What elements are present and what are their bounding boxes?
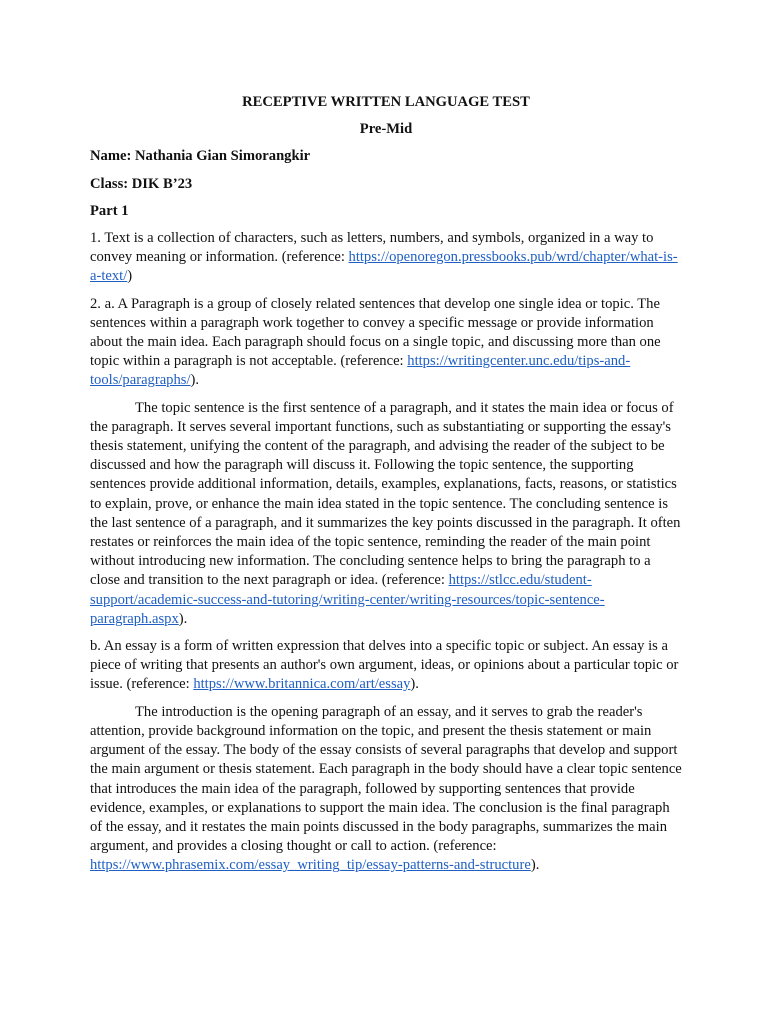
answer-2a-text: 2. a. A Paragraph is a group of closely related sentences that develop one single idea or topic. The sentences within a paragraph work together to convey a specific message or provide information about the main idea. Each paragraph should focus on a single topic, and discussing more than one topic within a paragraph is not acceptable. (reference:: [90, 295, 661, 370]
paragraph-structure-explanation: [90, 399, 682, 629]
paragraph-structure-text: The topic sentence is the first sentence of a paragraph, and it states the main idea or focus of the paragraph. It serves several important functions, such as substantiating or supporting the essay's thesis statement, unifying the content of the paragraph, and advising the reader of the subject to be discussed and how the paragraph will discuss it. Following the topic sentence, the supporting sentences provide additional information, details, examples, explanations, facts, reasons, or statistics to explain, prove, or enhance the main idea stated in the topic sentence. The concluding sentence is the last sentence of a paragraph, and it summarizes the key points discussed in the paragraph. It often restates or reinforces the main idea of the topic sentence, reminding the reader of the main point without introducing new information. The concluding sentence helps to bring the paragraph to a close and transition to the next paragraph or idea. (reference:: [90, 399, 681, 589]
answer-1-text: 1. Text is a collection of characters, such as letters, numbers, and symbols, organized in a way to convey meaning or information. (reference:: [90, 230, 654, 266]
essay-structure-explanation: [90, 703, 682, 876]
paragraph-structure-reference-link[interactable]: https://stlcc.edu/student-support/academic-success-and-tutoring/writing-center/writing-resources/topic-sentence-paragraph.aspx: [90, 572, 605, 627]
answer-1: [90, 229, 682, 287]
answer-2a-closing: ).: [190, 372, 200, 389]
document-title: RECEPTIVE WRITTEN LANGUAGE TEST: [242, 94, 530, 110]
answer-2b-text: b. An essay is a form of written expression that delves into a specific topic or subject. An essay is a piece of writing that presents an author's own argument, ideas, or opinions about a particular topic or issue. (reference:: [90, 638, 679, 693]
essay-structure-reference-link[interactable]: https://www.phrasemix.com/essay_writing_tip/essay-patterns-and-structure: [90, 857, 531, 874]
paragraph-structure-closing: ).: [178, 610, 188, 627]
essay-structure-closing: ).: [530, 857, 540, 874]
essay-structure-text: The introduction is the opening paragraph of an essay, and it serves to grab the reader's attention, provide background information on the topic, and present the thesis statement or main argument of the essay. The body of the essay consists of several paragraphs that develop and support the main argument or thesis statement. Each paragraph in the body should have a clear topic sentence that introduces the main idea of the paragraph, followed by supporting sentences that provide evidence, examples, or explanations to support the main idea. The conclusion is the final paragraph of the essay, and it restates the main points discussed in the body paragraphs, summarizes the main argument, and provides a closing thought or call to action. (reference:: [90, 703, 682, 855]
part-heading: Part 1: [90, 202, 129, 219]
answer-2b: [90, 637, 682, 695]
document-subtitle: Pre-Mid: [359, 121, 413, 138]
answer-2a-reference-link[interactable]: https://writingcenter.unc.edu/tips-and-tools/paragraphs/: [90, 353, 631, 389]
document-page: [90, 93, 682, 884]
student-class: Class: DIK B’23: [90, 175, 193, 192]
answer-2a: [90, 295, 682, 391]
answer-1-reference-link[interactable]: https://openoregon.pressbooks.pub/wrd/chapter/what-is-a-text/: [90, 249, 678, 285]
answer-2b-closing: ).: [410, 676, 419, 693]
student-name: Name: Nathania Gian Simorangkir: [90, 148, 311, 165]
answer-1-closing: ): [127, 268, 133, 285]
answer-2b-reference-link[interactable]: https://www.britannica.com/art/essay: [193, 676, 411, 693]
